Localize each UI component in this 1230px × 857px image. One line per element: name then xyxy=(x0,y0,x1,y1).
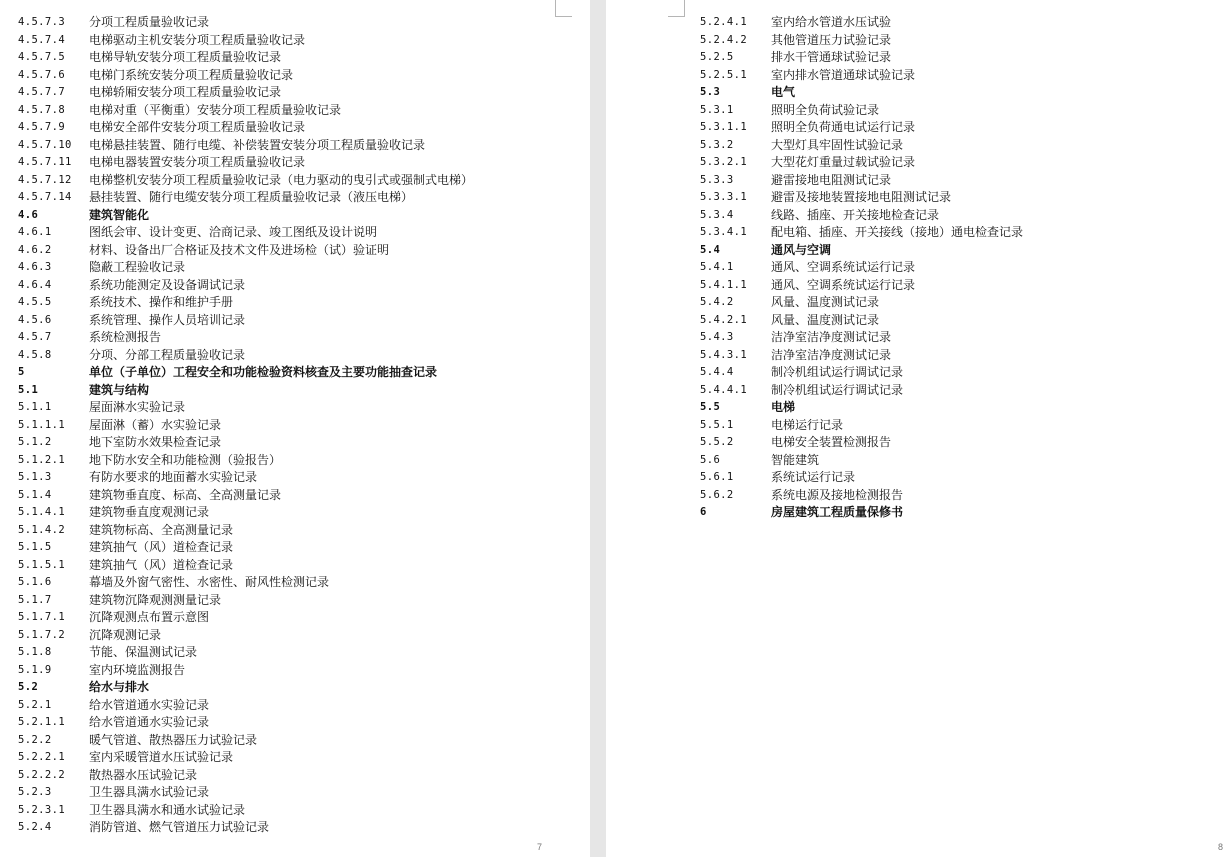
toc-entry xyxy=(700,207,1023,225)
toc-entry xyxy=(18,189,473,207)
toc-entry xyxy=(18,14,473,32)
toc-entry xyxy=(18,557,473,575)
toc-entry-title: 其他管道压力试验记录 xyxy=(771,32,892,47)
toc-entry-number: 5.1.7 xyxy=(18,593,52,606)
toc-entry-title: 散热器水压试验记录 xyxy=(89,767,198,782)
toc-entry-title: 室内采暖管道水压试验记录 xyxy=(89,750,234,764)
toc-entry-title: 幕墙及外窗气密性、水密性、耐风性检测记录 xyxy=(89,575,330,589)
toc-entry-number: 4.5.7.8 xyxy=(18,103,66,116)
toc-list-right xyxy=(700,14,1023,522)
toc-entry-number: 4.5.7.4 xyxy=(18,33,66,46)
toc-entry xyxy=(700,312,1023,330)
toc-entry xyxy=(18,609,473,627)
toc-entry-number: 5.3.4.1 xyxy=(700,226,748,238)
toc-entry-number: 5.3 xyxy=(700,86,721,98)
toc-entry-title: 风量、温度测试记录 xyxy=(771,295,880,309)
toc-entry xyxy=(18,172,473,190)
toc-entry-title: 地下防水安全和功能检测（验报告） xyxy=(89,452,282,467)
toc-entry-number: 5.2.3.1 xyxy=(18,803,66,816)
toc-entry-title: 大型花灯重量过载试验记录 xyxy=(771,155,916,169)
toc-entry xyxy=(18,364,473,382)
toc-entry-title: 单位（子单位）工程安全和功能检验资料核查及主要功能抽查记录 xyxy=(89,365,438,379)
toc-entry-title: 通风与空调 xyxy=(771,242,832,257)
toc-entry-title: 材料、设备出厂合格证及技术文件及进场检（试）验证明 xyxy=(89,242,390,257)
toc-entry-title: 消防管道、燃气管道压力试验记录 xyxy=(89,820,270,834)
toc-entry-title: 屋面淋（蓄）水实验记录 xyxy=(89,417,222,432)
toc-entry xyxy=(18,504,473,522)
toc-entry-title: 电梯运行记录 xyxy=(771,417,844,432)
toc-entry-number: 5.2.1.1 xyxy=(18,716,66,728)
toc-entry xyxy=(700,189,1023,207)
toc-entry-number: 4.6 xyxy=(18,208,39,221)
toc-entry-title: 照明全负荷试验记录 xyxy=(771,102,880,117)
toc-entry-number: 5.1.9 xyxy=(18,663,52,676)
toc-entry xyxy=(18,644,473,662)
toc-entry xyxy=(18,259,473,277)
toc-entry-number: 4.6.4 xyxy=(18,278,52,291)
toc-entry-number: 5.1.3 xyxy=(18,471,52,483)
toc-entry-number: 4.5.5 xyxy=(18,296,52,308)
toc-entry-title: 电梯对重（平衡重）安装分项工程质量验收记录 xyxy=(89,102,342,117)
toc-entry-title: 建筑智能化 xyxy=(89,207,150,222)
toc-entry xyxy=(18,539,473,557)
toc-entry-number: 5.4 xyxy=(700,243,721,256)
toc-entry-title: 系统试运行记录 xyxy=(771,470,856,484)
crop-mark xyxy=(668,0,685,17)
toc-entry xyxy=(18,697,473,715)
toc-entry xyxy=(700,469,1023,487)
toc-entry-number: 5.1.2 xyxy=(18,436,52,448)
toc-entry-title: 屋面淋水实验记录 xyxy=(89,400,186,414)
toc-entry-number: 4.6.3 xyxy=(18,261,52,273)
toc-entry-title: 电梯驱动主机安装分项工程质量验收记录 xyxy=(89,32,306,47)
toc-entry-number: 4.5.7.7 xyxy=(18,86,66,98)
toc-entry-title: 分项、分部工程质量验收记录 xyxy=(89,347,246,362)
toc-entry-number: 5.3.4 xyxy=(700,208,734,221)
toc-entry-title: 卫生器具满水试验记录 xyxy=(89,785,210,799)
toc-entry-number: 5.2.5.1 xyxy=(700,68,748,81)
toc-entry xyxy=(700,329,1023,347)
toc-entry xyxy=(18,347,473,365)
toc-entry xyxy=(700,382,1023,400)
toc-entry-title: 图纸会审、设计变更、洽商记录、竣工图纸及设计说明 xyxy=(89,225,378,239)
toc-entry xyxy=(18,294,473,312)
crop-mark xyxy=(555,0,572,17)
toc-entry xyxy=(18,67,473,85)
toc-entry xyxy=(18,802,473,820)
toc-entry-title: 风量、温度测试记录 xyxy=(771,312,880,327)
toc-entry-number: 5.3.3.1 xyxy=(700,191,748,203)
toc-entry-number: 4.5.7.9 xyxy=(18,121,66,133)
toc-entry xyxy=(700,347,1023,365)
toc-entry-title: 沉降观测记录 xyxy=(89,627,162,642)
toc-entry xyxy=(18,137,473,155)
toc-entry-number: 4.5.7.10 xyxy=(18,138,72,151)
toc-entry-title: 线路、插座、开关接地检查记录 xyxy=(771,207,940,222)
toc-entry-title: 系统电源及接地检测报告 xyxy=(771,487,904,502)
toc-entry xyxy=(700,242,1023,260)
toc-entry-title: 电梯轿厢安装分项工程质量验收记录 xyxy=(89,85,282,99)
toc-entry-title: 洁净室洁净度测试记录 xyxy=(771,347,892,362)
toc-entry xyxy=(700,154,1023,172)
toc-entry-number: 5.4.1.1 xyxy=(700,278,748,291)
toc-entry-number: 6 xyxy=(700,506,707,518)
page-number: 8 xyxy=(1218,842,1224,852)
toc-entry xyxy=(18,714,473,732)
toc-entry-title: 制冷机组试运行调试记录 xyxy=(771,382,904,397)
toc-entry xyxy=(18,574,473,592)
toc-entry-number: 4.5.7.12 xyxy=(18,173,72,186)
toc-entry-title: 智能建筑 xyxy=(771,452,820,467)
toc-entry xyxy=(700,417,1023,435)
toc-entry xyxy=(700,259,1023,277)
toc-entry xyxy=(700,49,1023,67)
toc-entry xyxy=(18,522,473,540)
toc-entry-number: 4.5.7.3 xyxy=(18,16,66,28)
toc-entry-number: 5.3.1 xyxy=(700,103,734,116)
toc-entry-number: 5.3.2.1 xyxy=(700,156,748,168)
toc-entry-number: 5.1.7.2 xyxy=(18,628,66,641)
toc-entry xyxy=(18,84,473,102)
toc-entry xyxy=(700,434,1023,452)
toc-entry-title: 建筑物垂直度、标高、全高测量记录 xyxy=(89,487,282,502)
toc-entry-number: 5.3.1.1 xyxy=(700,121,748,133)
toc-entry-title: 系统管理、操作人员培训记录 xyxy=(89,312,246,327)
toc-entry-number: 5.2.2.2 xyxy=(18,768,66,781)
toc-entry xyxy=(18,662,473,680)
toc-entry-title: 避雷接地电阻测试记录 xyxy=(771,172,892,187)
toc-entry-number: 5.4.1 xyxy=(700,261,734,273)
toc-entry-title: 建筑抽气（风）道检查记录 xyxy=(89,540,234,554)
toc-entry-title: 洁净室洁净度测试记录 xyxy=(771,330,892,344)
toc-entry xyxy=(18,399,473,417)
toc-entry xyxy=(700,504,1023,522)
toc-entry-title: 建筑抽气（风）道检查记录 xyxy=(89,557,234,572)
toc-entry xyxy=(18,382,473,400)
toc-entry xyxy=(18,242,473,260)
toc-entry-title: 给水管道通水实验记录 xyxy=(89,697,210,712)
toc-entry xyxy=(18,312,473,330)
toc-entry xyxy=(700,32,1023,50)
toc-entry-title: 建筑物沉降观测测量记录 xyxy=(89,592,222,607)
toc-entry-number: 5.2.1 xyxy=(18,698,52,711)
toc-entry-number: 5.2.2 xyxy=(18,733,52,746)
toc-entry xyxy=(700,364,1023,382)
toc-entry-title: 电梯整机安装分项工程质量验收记录（电力驱动的曳引式或强制式电梯） xyxy=(89,172,474,187)
document-page-right xyxy=(606,0,1230,857)
toc-entry xyxy=(700,452,1023,470)
toc-entry-number: 5.2.4 xyxy=(18,821,52,833)
toc-entry-title: 照明全负荷通电试运行记录 xyxy=(771,120,916,134)
toc-entry-title: 电梯 xyxy=(771,400,796,414)
toc-entry-title: 隐蔽工程验收记录 xyxy=(89,260,186,274)
toc-entry-title: 室内排水管道通球试验记录 xyxy=(771,67,916,82)
toc-entry-title: 电气 xyxy=(771,85,796,99)
toc-entry-title: 建筑物垂直度观测记录 xyxy=(89,505,210,519)
document-page-left xyxy=(0,0,590,857)
toc-entry-title: 有防水要求的地面蓄水实验记录 xyxy=(89,470,258,484)
toc-entry-number: 5.1.8 xyxy=(18,646,52,658)
toc-entry-title: 建筑与结构 xyxy=(89,382,150,397)
toc-entry-title: 建筑物标高、全高测量记录 xyxy=(89,522,234,537)
toc-entry xyxy=(700,399,1023,417)
toc-entry xyxy=(700,294,1023,312)
toc-entry-title: 悬挂装置、随行电缆安装分项工程质量验收记录（液压电梯） xyxy=(89,190,414,204)
toc-entry xyxy=(18,452,473,470)
toc-entry-title: 沉降观测点布置示意图 xyxy=(89,610,210,624)
toc-entry-number: 5.1.6 xyxy=(18,576,52,588)
toc-entry xyxy=(700,102,1023,120)
toc-entry-number: 5.4.3.1 xyxy=(700,348,748,361)
toc-entry-title: 避雷及接地装置接地电阻测试记录 xyxy=(771,190,952,204)
toc-entry-title: 电梯门系统安装分项工程质量验收记录 xyxy=(89,67,294,82)
toc-entry-number: 5.2.4.1 xyxy=(700,16,748,28)
toc-entry xyxy=(700,487,1023,505)
toc-entry-title: 给水管道通水实验记录 xyxy=(89,715,210,729)
toc-entry-title: 配电箱、插座、开关接线（接地）通电检查记录 xyxy=(771,225,1024,239)
toc-entry-number: 5.4.2 xyxy=(700,296,734,308)
toc-entry xyxy=(18,32,473,50)
toc-entry-number: 5.5.1 xyxy=(700,418,734,431)
toc-entry-number: 5.6.2 xyxy=(700,488,734,501)
toc-entry-number: 5.4.3 xyxy=(700,331,734,343)
toc-entry xyxy=(18,732,473,750)
toc-entry xyxy=(700,277,1023,295)
toc-entry-title: 系统功能测定及设备调试记录 xyxy=(89,277,246,292)
toc-entry-number: 4.6.2 xyxy=(18,243,52,256)
toc-entry xyxy=(18,277,473,295)
toc-entry-title: 通风、空调系统试运行记录 xyxy=(771,277,916,292)
toc-entry-title: 通风、空调系统试运行记录 xyxy=(771,260,916,274)
toc-entry-title: 电梯电器装置安装分项工程质量验收记录 xyxy=(89,155,306,169)
toc-entry xyxy=(18,329,473,347)
toc-entry-title: 地下室防水效果检查记录 xyxy=(89,435,222,449)
toc-entry-number: 5.1.2.1 xyxy=(18,453,66,466)
toc-entry xyxy=(18,679,473,697)
toc-entry-number: 4.5.6 xyxy=(18,313,52,326)
toc-entry xyxy=(700,137,1023,155)
toc-entry-number: 5.6.1 xyxy=(700,471,734,483)
toc-entry-title: 卫生器具满水和通水试验记录 xyxy=(89,802,246,817)
toc-entry-number: 5.3.2 xyxy=(700,138,734,151)
toc-entry-title: 系统技术、操作和维护手册 xyxy=(89,295,234,309)
toc-entry-number: 5 xyxy=(18,366,25,378)
toc-entry xyxy=(700,84,1023,102)
toc-entry-number: 4.5.8 xyxy=(18,348,52,361)
toc-entry-number: 5.2.2.1 xyxy=(18,751,66,763)
toc-entry xyxy=(18,784,473,802)
toc-entry-number: 5.1.4.2 xyxy=(18,523,66,536)
toc-entry xyxy=(18,207,473,225)
page-number: 7 xyxy=(537,842,543,852)
toc-entry-number: 5.1.5 xyxy=(18,541,52,553)
toc-entry-title: 排水干管通球试验记录 xyxy=(771,50,892,64)
toc-entry-title: 电梯导轨安装分项工程质量验收记录 xyxy=(89,50,282,64)
toc-entry-title: 给水与排水 xyxy=(89,680,150,694)
toc-entry xyxy=(18,487,473,505)
toc-entry-number: 5.3.3 xyxy=(700,173,734,186)
toc-entry-number: 4.5.7.14 xyxy=(18,191,72,203)
toc-entry xyxy=(18,417,473,435)
toc-entry-number: 5.4.4 xyxy=(700,366,734,378)
toc-entry-title: 电梯安全部件安装分项工程质量验收记录 xyxy=(89,120,306,134)
toc-entry-number: 4.6.1 xyxy=(18,226,52,238)
toc-entry xyxy=(700,172,1023,190)
toc-entry xyxy=(18,102,473,120)
toc-entry-number: 5.1 xyxy=(18,383,39,396)
toc-entry xyxy=(18,469,473,487)
toc-entry-number: 5.4.4.1 xyxy=(700,383,748,396)
toc-entry-number: 5.1.7.1 xyxy=(18,611,66,623)
toc-entry xyxy=(18,749,473,767)
toc-entry xyxy=(18,819,473,837)
toc-entry xyxy=(18,49,473,67)
toc-entry xyxy=(18,434,473,452)
toc-entry-number: 5.1.4.1 xyxy=(18,506,66,518)
toc-entry-title: 房屋建筑工程质量保修书 xyxy=(771,505,904,519)
toc-entry-title: 分项工程质量验收记录 xyxy=(89,15,210,29)
toc-entry-number: 5.1.4 xyxy=(18,488,52,501)
toc-entry xyxy=(700,224,1023,242)
toc-entry xyxy=(18,119,473,137)
toc-entry xyxy=(18,767,473,785)
toc-entry-number: 5.5 xyxy=(700,401,721,413)
toc-entry-number: 4.5.7 xyxy=(18,331,52,343)
toc-entry-title: 暖气管道、散热器压力试验记录 xyxy=(89,732,258,747)
toc-entry xyxy=(700,14,1023,32)
toc-entry-title: 制冷机组试运行调试记录 xyxy=(771,365,904,379)
toc-entry-title: 室内环境监测报告 xyxy=(89,662,186,677)
toc-entry-number: 5.2.5 xyxy=(700,51,734,63)
toc-entry xyxy=(18,627,473,645)
toc-entry-title: 大型灯具牢固性试验记录 xyxy=(771,137,904,152)
toc-entry-number: 5.6 xyxy=(700,453,721,466)
toc-entry xyxy=(700,67,1023,85)
toc-entry-number: 5.1.5.1 xyxy=(18,558,66,571)
toc-entry xyxy=(18,154,473,172)
toc-entry-number: 5.2.4.2 xyxy=(700,33,748,46)
toc-entry xyxy=(18,224,473,242)
toc-entry-title: 室内给水管道水压试验 xyxy=(771,15,892,29)
toc-entry-title: 电梯安全装置检测报告 xyxy=(771,435,892,449)
toc-entry xyxy=(700,119,1023,137)
toc-entry-title: 节能、保温测试记录 xyxy=(89,645,198,659)
toc-entry-number: 4.5.7.5 xyxy=(18,51,66,63)
toc-entry-number: 5.5.2 xyxy=(700,436,734,448)
toc-entry-title: 电梯悬挂装置、随行电缆、补偿装置安装分项工程质量验收记录 xyxy=(89,137,426,152)
toc-entry xyxy=(18,592,473,610)
toc-list-left xyxy=(18,14,473,837)
toc-entry-number: 4.5.7.6 xyxy=(18,68,66,81)
toc-entry-title: 系统检测报告 xyxy=(89,330,162,344)
toc-entry-number: 5.2.3 xyxy=(18,786,52,798)
toc-entry-number: 5.4.2.1 xyxy=(700,313,748,326)
toc-entry-number: 5.1.1.1 xyxy=(18,418,66,431)
toc-entry-number: 5.2 xyxy=(18,681,39,693)
toc-entry-number: 5.1.1 xyxy=(18,401,52,413)
toc-entry-number: 4.5.7.11 xyxy=(18,156,72,168)
